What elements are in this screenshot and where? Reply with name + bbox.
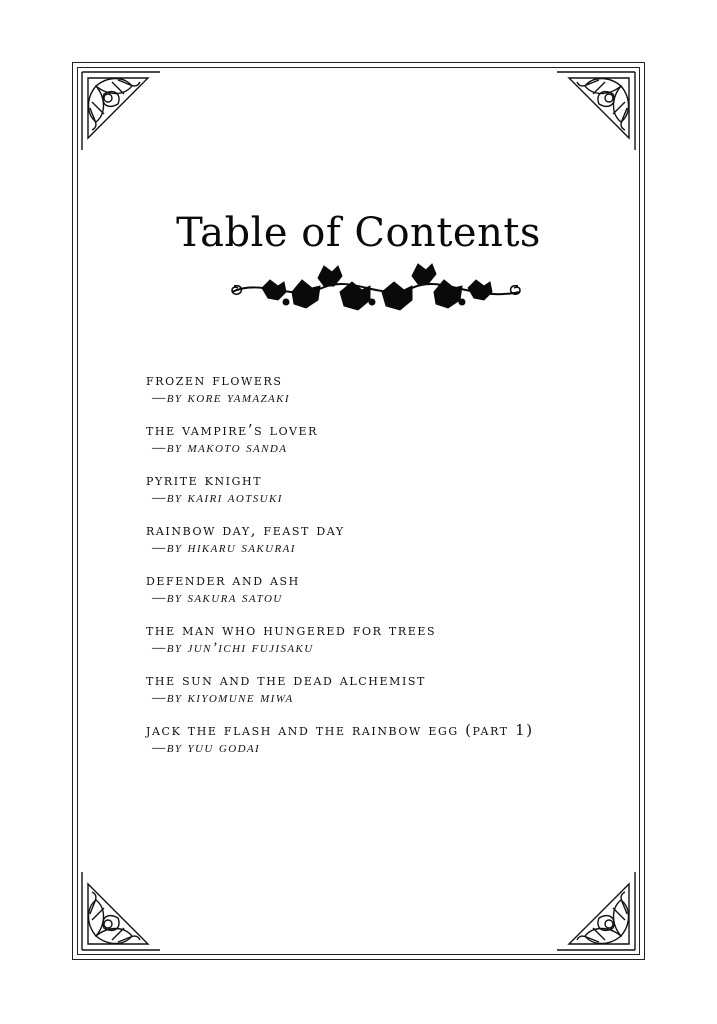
toc-entry[interactable] bbox=[146, 370, 616, 407]
toc-entry[interactable] bbox=[146, 470, 616, 507]
toc-entry[interactable] bbox=[146, 720, 616, 757]
celtic-knot-corner-icon bbox=[78, 868, 164, 954]
toc-entry-author: —by kiyomune miwa bbox=[152, 690, 294, 706]
toc-entry-author: —by sakura satou bbox=[152, 590, 283, 606]
toc-entry[interactable] bbox=[146, 620, 616, 657]
toc-entry-title: defender and ash bbox=[146, 571, 300, 589]
toc-entry-author: —by yuu godai bbox=[152, 740, 261, 756]
toc-entry-title: the vampire’s lover bbox=[146, 421, 319, 439]
toc-entry-title: frozen flowers bbox=[146, 371, 283, 389]
table-of-contents-list bbox=[146, 370, 616, 770]
toc-entry[interactable] bbox=[146, 670, 616, 707]
toc-entry-author: —by kore yamazaki bbox=[152, 390, 290, 406]
toc-entry-author: —by makoto sanda bbox=[152, 440, 288, 456]
toc-entry-title: rainbow day, feast day bbox=[146, 521, 345, 539]
celtic-knot-corner-icon bbox=[78, 68, 164, 154]
toc-entry[interactable] bbox=[146, 520, 616, 557]
toc-entry-title: the man who hungered for trees bbox=[146, 621, 437, 639]
toc-entry-author: —by jun’ichi fujisaku bbox=[152, 640, 314, 656]
page-title: Table of Contents bbox=[176, 210, 541, 256]
grape-vine-divider-icon bbox=[222, 258, 530, 318]
toc-entry-title: the sun and the dead alchemist bbox=[146, 671, 426, 689]
toc-entry-title: jack the flash and the rainbow egg (part 1) bbox=[146, 721, 534, 739]
toc-entry-title: pyrite knight bbox=[146, 471, 263, 489]
celtic-knot-corner-icon bbox=[553, 868, 639, 954]
toc-entry-author: —by hikaru sakurai bbox=[152, 540, 296, 556]
celtic-knot-corner-icon bbox=[553, 68, 639, 154]
toc-entry[interactable] bbox=[146, 570, 616, 607]
toc-entry-author: —by kairi aotsuki bbox=[152, 490, 283, 506]
toc-entry[interactable] bbox=[146, 420, 616, 457]
